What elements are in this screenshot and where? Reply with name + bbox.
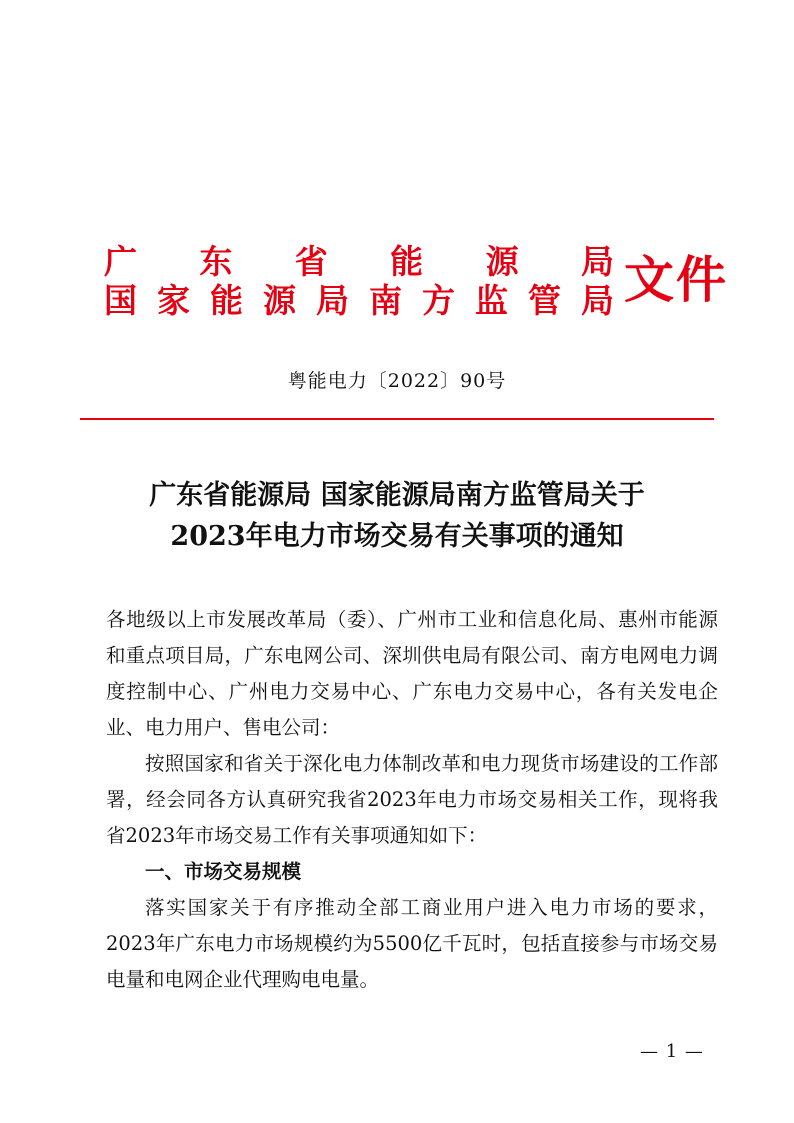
org-line-nea-south	[104, 281, 614, 320]
org-char: 南	[369, 281, 402, 320]
title-line-2: 2023年电力市场交易有关事项的通知	[170, 521, 624, 552]
intro-paragraph: 按照国家和省关于深化电力体制改革和电力现货市场建设的工作部署，经会同各方认真研究我省2023年电力市场交易相关工作，现将我省2023年市场交易工作有关事项通知如下：	[106, 752, 718, 847]
org-char: 监	[475, 281, 508, 320]
title-line-1: 广东省能源局 国家能源局南方监管局关于	[149, 480, 645, 511]
org-char: 源	[485, 242, 519, 281]
page-number: — 1 —	[640, 1041, 704, 1062]
org-char: 省	[294, 242, 328, 281]
org-char: 源	[263, 281, 296, 320]
document-body	[106, 602, 718, 998]
org-char: 局	[316, 281, 349, 320]
document-type-label: 文件	[624, 251, 728, 309]
issuing-organizations	[104, 242, 614, 320]
org-char: 能	[390, 242, 424, 281]
org-char: 东	[199, 242, 233, 281]
section-heading: 一、市场交易规模	[145, 860, 302, 883]
org-char: 家	[157, 281, 190, 320]
org-char: 能	[210, 281, 243, 320]
document-number: 粤能电力〔2022〕90号	[287, 370, 507, 392]
red-divider	[80, 418, 714, 420]
org-line-guangdong	[104, 242, 614, 281]
org-char: 方	[422, 281, 455, 320]
addressee-paragraph: 各地级以上市发展改革局（委）、广州市工业和信息化局、惠州市能源和重点项目局，广东电网公司、深圳供电局有限公司、南方电网电力调度控制中心、广州电力交易中心、广东电力交易中心，各有关发电企业、电力用户、售电公司：	[106, 608, 718, 739]
section-paragraph: 落实国家关于有序推动全部工商业用户进入电力市场的要求，2023年广东电力市场规模约为5500亿千瓦时，包括直接参与市场交易电量和电网企业代理购电电量。	[106, 896, 718, 991]
org-char: 广	[104, 242, 137, 281]
org-char: 局	[581, 281, 614, 320]
org-char: 局	[580, 242, 614, 281]
org-char: 国	[104, 281, 137, 320]
org-char: 管	[528, 281, 561, 320]
